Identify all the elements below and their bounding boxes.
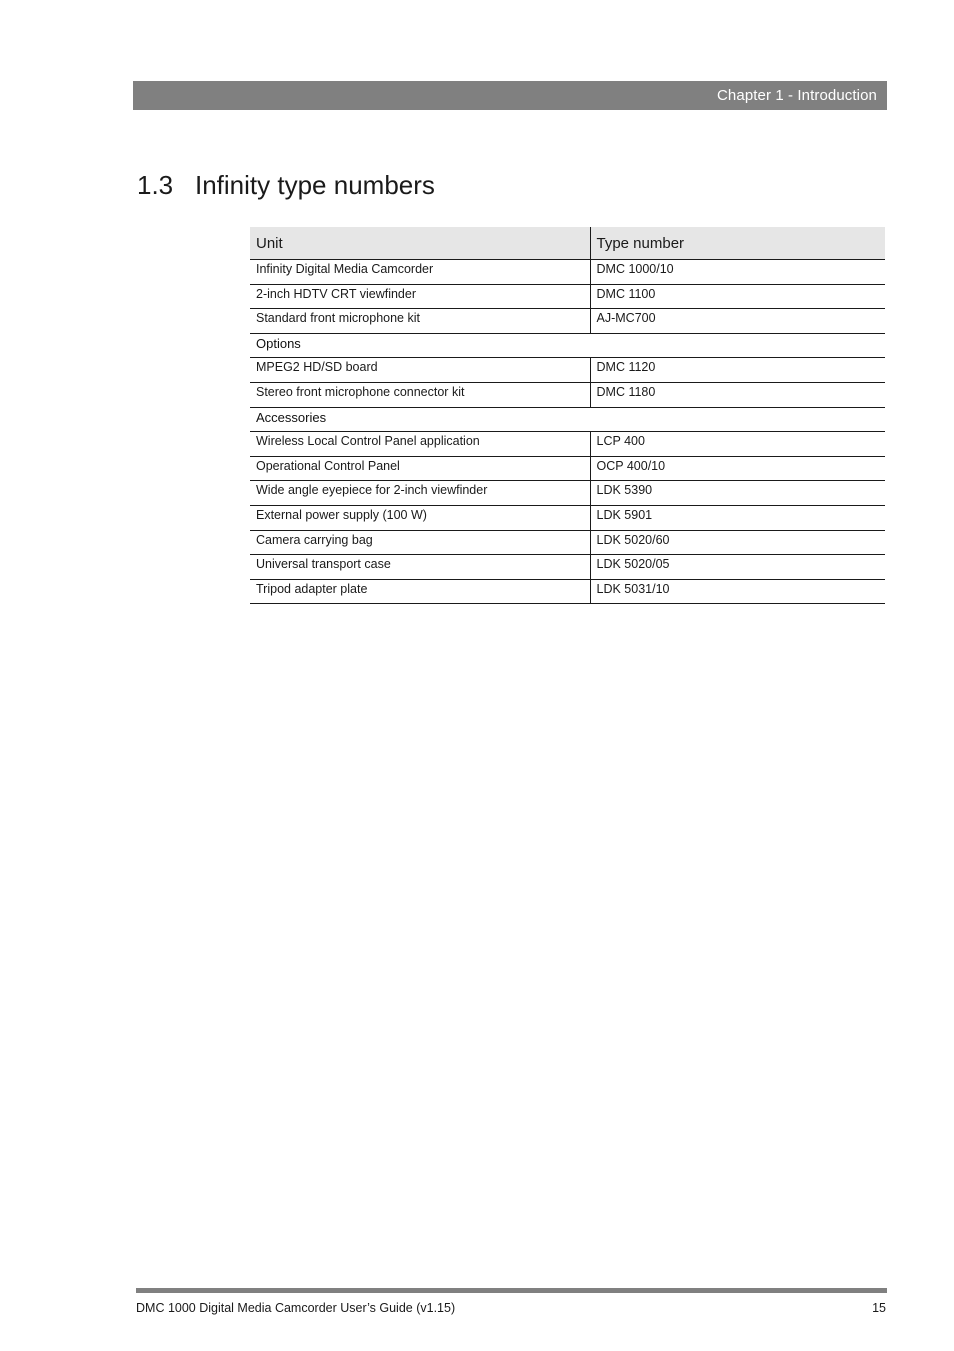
unit-cell: Standard front microphone kit [250,309,590,334]
footer-divider [136,1288,887,1293]
type-number-cell: LDK 5390 [590,481,885,506]
table-row [250,505,885,530]
unit-cell: Universal transport case [250,555,590,580]
type-numbers-table [250,227,885,604]
table-row [250,579,885,604]
unit-cell: Stereo front microphone connector kit [250,382,590,407]
type-number-cell: DMC 1120 [590,358,885,383]
table-row [250,260,885,285]
group-label: Accessories [250,407,885,432]
type-number-cell: LDK 5031/10 [590,579,885,604]
section-title: Infinity type numbers [195,170,435,200]
table-row [250,309,885,334]
type-number-cell: DMC 1000/10 [590,260,885,285]
unit-cell: Wide angle eyepiece for 2-inch viewfinder [250,481,590,506]
type-number-cell: LDK 5020/05 [590,555,885,580]
section-heading [137,170,435,201]
type-number-cell: LCP 400 [590,432,885,457]
unit-cell: MPEG2 HD/SD board [250,358,590,383]
column-header-type-number: Type number [590,227,885,260]
section-number: 1.3 [137,170,174,200]
type-number-cell: AJ-MC700 [590,309,885,334]
type-number-cell: OCP 400/10 [590,456,885,481]
page-number: 15 [872,1301,886,1315]
table-row [250,432,885,457]
group-label: Options [250,333,885,358]
unit-cell: Infinity Digital Media Camcorder [250,260,590,285]
table-row [250,358,885,383]
unit-cell: Wireless Local Control Panel application [250,432,590,457]
unit-cell: Operational Control Panel [250,456,590,481]
unit-cell: 2-inch HDTV CRT viewfinder [250,284,590,309]
unit-cell: Tripod adapter plate [250,579,590,604]
table-row [250,284,885,309]
group-row-options [250,333,885,358]
chapter-header-bar [133,81,887,110]
table-row [250,456,885,481]
group-row-accessories [250,407,885,432]
table-header-row [250,227,885,260]
type-number-cell: DMC 1180 [590,382,885,407]
unit-cell: Camera carrying bag [250,530,590,555]
footer-document-title: DMC 1000 Digital Media Camcorder User’s Guide (v1.15) [136,1301,456,1315]
table-row [250,530,885,555]
chapter-title: Chapter 1 - Introduction [717,87,877,104]
table-row [250,555,885,580]
column-header-unit: Unit [250,227,590,260]
type-number-cell: LDK 5020/60 [590,530,885,555]
table-row [250,382,885,407]
type-number-cell: DMC 1100 [590,284,885,309]
table-row [250,481,885,506]
unit-cell: External power supply (100 W) [250,505,590,530]
type-number-cell: LDK 5901 [590,505,885,530]
